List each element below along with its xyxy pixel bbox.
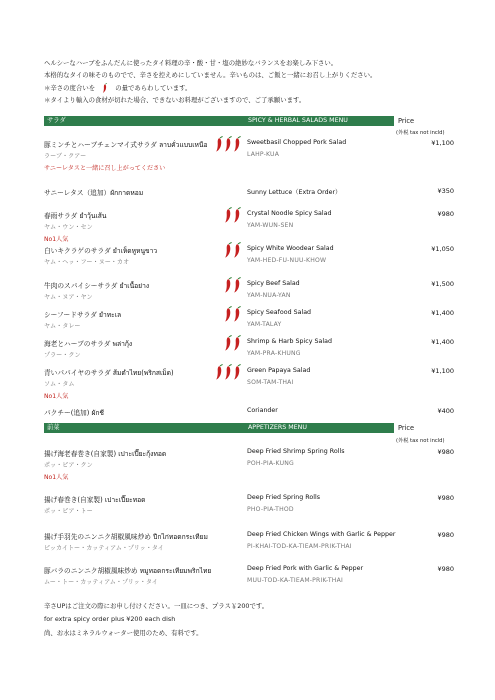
menu-item — [44, 139, 454, 172]
item-romanization: SOM-TAM-THAI — [247, 379, 294, 386]
item-price: ¥980 — [437, 494, 454, 502]
spice-level — [224, 306, 242, 322]
item-name-en: Coriander — [247, 407, 278, 414]
item-romanization: PI-KHAI-TOD-KA-TIEAM-PRIK-THAI — [247, 543, 352, 550]
item-note: No1人気 — [44, 236, 69, 243]
menu-item — [44, 494, 454, 518]
salads-header — [44, 116, 394, 126]
menu-item — [44, 531, 454, 555]
intro-line-part: ＊辛さの度合いを — [44, 83, 96, 92]
item-name-jp: 牛肉のスパイシーサラダ ยำเนื้อย่าง — [44, 282, 150, 290]
item-romanization: YAM-PRA-KHUNG — [247, 350, 301, 357]
item-price: ¥1,100 — [431, 139, 454, 147]
chili-icon — [224, 136, 233, 152]
item-name-jp: シーフードサラダ ยำทะเล — [44, 311, 122, 319]
chili-icon — [224, 207, 233, 223]
item-price: ¥980 — [437, 565, 454, 573]
chili-icon — [224, 277, 233, 293]
appetizers-header-jp: 前菜 — [47, 424, 60, 431]
spice-level — [224, 242, 242, 258]
item-name-en: Deep Fried Spring Rolls — [247, 494, 321, 501]
chili-icon — [233, 335, 242, 351]
item-name-kana: ヤム・ウン・セン — [44, 224, 93, 231]
footer-line: 尚、お水はミネラルウォーター使用のため、有料です。 — [44, 628, 203, 637]
menu-item — [44, 280, 454, 304]
item-romanization: YAM-HED-FU-NUU-KHOW — [247, 257, 327, 264]
chili-icon — [233, 242, 242, 258]
item-name-jp: 揚げ手羽先のニンニク胡椒風味炒め ปีกไก่ทอดกระเทียม — [44, 533, 208, 541]
item-price: ¥1,050 — [431, 245, 454, 253]
salads-tax-note: (外税 tax not incld) — [396, 130, 445, 136]
item-name-kana: ソム・タム — [44, 381, 75, 388]
item-name-kana: ラーブ・クアー — [44, 153, 87, 160]
spice-level — [224, 277, 242, 293]
item-name-en: Spicy White Woodear Salad — [247, 245, 334, 252]
item-name-en: Deep Fried Shrimp Spring Rolls — [247, 448, 345, 455]
item-name-kana: ヤム・ヘッ・フー・ヌー・カオ — [44, 259, 130, 266]
item-name-kana: ヤム・ヌア・ヤン — [44, 294, 93, 301]
item-name-kana: ピッカイトー・カッティアム・プリッ・タイ — [44, 545, 164, 552]
spice-level — [224, 207, 242, 223]
item-name-jp: パクチー(追加) ผักชี — [44, 409, 104, 417]
spice-level — [215, 136, 242, 152]
menu-item — [44, 245, 454, 269]
item-name-kana: ムー・トー・カッティアム・プリッ・タイ — [44, 579, 158, 586]
footer-line: 辛さUPはご注文の際にお申し付けください。一皿につき、プラス￥200です。 — [44, 602, 269, 610]
item-note: No1人気 — [44, 393, 69, 400]
footer-notes — [44, 600, 268, 640]
item-romanization: YAM-NUA-YAN — [247, 292, 291, 299]
item-price: ¥980 — [437, 448, 454, 456]
item-note: No1人気 — [44, 474, 69, 481]
menu-item — [44, 565, 454, 589]
chili-icon — [233, 364, 242, 380]
intro-line: ＊タイより輸入の食材が切れた場合、できないお料理がございますので、ご了承願います。 — [44, 96, 306, 105]
item-name-kana: ヤム・タレー — [44, 323, 81, 330]
appetizers-header-en: APPETIZERS MENU — [248, 424, 307, 431]
chili-icon — [224, 364, 233, 380]
footer-line: for extra spicy order plus ¥200 each dish — [44, 615, 176, 624]
chili-icon — [224, 306, 233, 322]
item-name-en: Green Papaya Salad — [247, 367, 311, 374]
menu-item — [44, 367, 454, 400]
intro-line: ヘルシーなハーブをふんだんに使ったタイ料理の辛・酸・甘・塩の絶妙なバランスをお楽しみ下さい。 — [44, 59, 338, 67]
item-romanization: MUU-TOD-KA-TIEAM-PRIK-THAI — [247, 577, 343, 584]
chili-icon — [224, 242, 233, 258]
item-price: ¥350 — [437, 187, 454, 195]
item-romanization: PHO-PIA-THOD — [247, 506, 294, 513]
item-name-jp: 春雨サラダ ยำวุ้นเส้น — [44, 212, 107, 220]
item-name-en: Spicy Beef Salad — [247, 280, 300, 287]
chili-icon — [224, 335, 233, 351]
chili-icon — [215, 136, 224, 152]
item-name-jp: 海老とハーブのサラダ พล่ากุ้ง — [44, 340, 133, 348]
spice-level — [215, 364, 242, 380]
chili-icon — [233, 306, 242, 322]
item-romanization: LAHP-KUA — [247, 151, 280, 158]
item-note: サニーレタスと一緒に召し上がってください — [44, 165, 166, 172]
item-name-en: Sweetbasil Chopped Pork Salad — [247, 139, 347, 146]
item-romanization: YAM-WUN-SEN — [247, 222, 294, 229]
chili-icon — [233, 277, 242, 293]
item-name-en: Deep Fried Pork with Garlic & Pepper — [247, 565, 364, 572]
item-name-jp: 白いキクラゲのサラダ ยำเห็ดหูหนูขาว — [44, 247, 158, 255]
menu-item — [44, 187, 454, 211]
item-romanization: POH-PIA-KUNG — [247, 460, 294, 467]
item-name-kana: ポッ・ピア・トー — [44, 508, 93, 515]
item-name-en: Shrimp & Harb Spicy Salad — [247, 338, 332, 345]
item-name-jp: 揚げ海老春巻き(自家製) เปาะเปี๊ยะกุ้งทอด — [44, 450, 167, 458]
item-name-jp: 揚げ春巻き(自家製) เปาะเปี๊ยะทอด — [44, 496, 146, 504]
item-price: ¥1,400 — [431, 309, 454, 317]
item-name-jp: 豚ミンチとハーブチェンマイ式サラダ ลาบคั่วแบบเหนือ — [44, 141, 208, 149]
appetizers-header — [44, 423, 394, 433]
item-name-en: Crystal Noodle Spicy Salad — [247, 210, 332, 217]
menu-item — [44, 338, 454, 362]
menu-item — [44, 448, 454, 481]
item-name-en: Spicy Seafood Salad — [247, 309, 312, 316]
item-name-jp: 豚バラのニンニク胡椒風味炒め หมูทอดกระเทียมพริกไทย — [44, 567, 212, 575]
item-price: ¥400 — [437, 407, 454, 415]
menu-item — [44, 309, 454, 333]
item-price: ¥980 — [437, 531, 454, 539]
intro-line-spice — [44, 82, 376, 94]
salads-header-jp: サラダ — [47, 117, 66, 124]
spice-level — [224, 335, 242, 351]
item-romanization: YAM-TALAY — [247, 321, 282, 328]
salads-price-label: Price — [398, 117, 415, 125]
item-price: ¥1,100 — [431, 367, 454, 375]
chili-icon — [100, 83, 110, 93]
item-name-en: Deep Fried Chicken Wings with Garlic & Pepper — [247, 531, 396, 538]
item-name-jp: 青いパパイヤのサラダ ส้มตำไทย(พริกสเม็ด) — [44, 369, 174, 377]
item-name-jp: サニーレタス（追加）ผักกาดหอม — [44, 189, 144, 197]
chili-icon — [233, 207, 242, 223]
item-name-kana: プラー・クン — [44, 352, 81, 359]
item-price: ¥1,400 — [431, 338, 454, 346]
item-name-kana: ポッ・ピア・クン — [44, 462, 93, 469]
chili-icon — [215, 364, 224, 380]
intro-text — [44, 57, 376, 107]
intro-line: 本格的なタイの味そのものでで、辛さを控えめにしていません。辛いものは、ご飯と一緒にお召し上がりください。 — [44, 71, 377, 80]
item-price: ¥980 — [437, 210, 454, 218]
chili-icon — [233, 136, 242, 152]
salads-header-en: SPICY & HERBAL SALADS MENU — [248, 117, 348, 124]
item-price: ¥1,500 — [431, 280, 454, 288]
menu-item — [44, 210, 454, 243]
appetizers-price-label: Price — [398, 424, 415, 432]
appetizers-tax-note: (外税 tax not incld) — [396, 438, 445, 444]
intro-line-part: の量であらわしています。 — [115, 83, 192, 92]
item-name-en: Sunny Lettuce（Extra Order） — [247, 189, 342, 196]
